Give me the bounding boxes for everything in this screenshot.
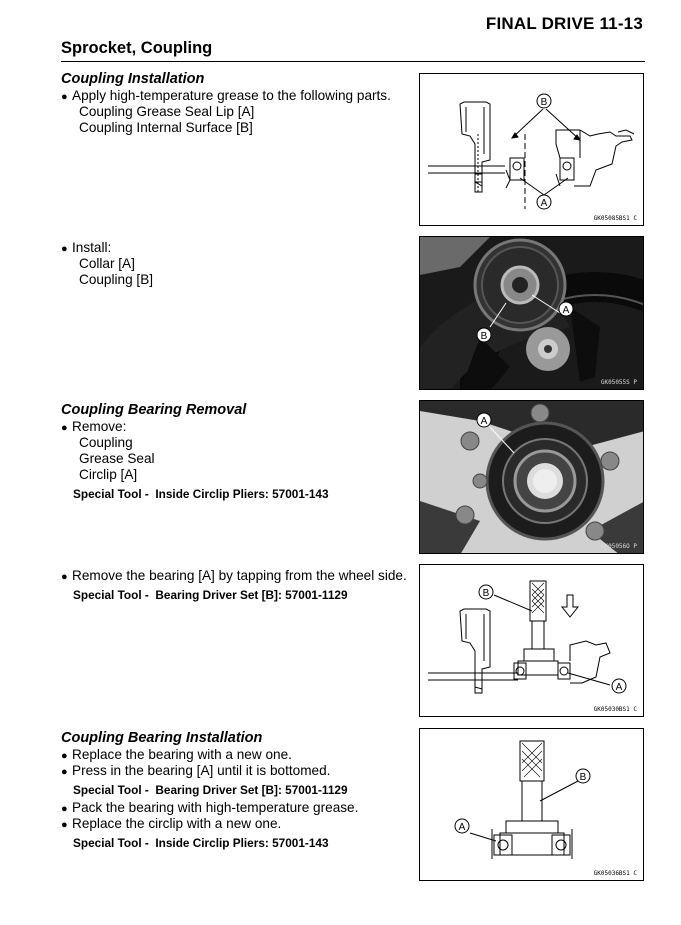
bullet-text: Remove the bearing [A] by tapping from the wheel side. — [72, 568, 407, 583]
special-tool-line — [73, 836, 329, 850]
figure-code: GK05030BS1 C — [593, 706, 637, 713]
bullet-apply-grease: ● Apply high-temperature grease to the following parts. — [61, 88, 391, 103]
callout-label: B — [480, 331, 488, 342]
special-tool-prefix: Special Tool - — [73, 487, 149, 501]
remove-item: Circlip [A] — [79, 467, 138, 482]
bullet-text: Replace the circlip with a new one. — [72, 816, 282, 831]
bearing-installation-heading: Coupling Bearing Installation — [61, 730, 263, 746]
bearing-driver-install-drawing — [420, 729, 644, 881]
special-tool-prefix: Special Tool - — [73, 836, 149, 850]
special-tool-name: Bearing Driver Set [B]: 57001-1129 — [155, 783, 348, 797]
bullet-pack-grease: ● Pack the bearing with high-temperature grease. — [61, 800, 359, 815]
figure-circlip-photo — [419, 400, 644, 554]
callout-label: A — [480, 416, 488, 427]
coupling-installation-heading: Coupling Installation — [61, 71, 205, 87]
figure-code: GK05055S P — [600, 379, 637, 386]
figure-code: GK05036BS1 C — [593, 870, 637, 877]
callout-label: B — [579, 772, 587, 783]
bullet-remove: ● Remove: — [61, 419, 127, 434]
bearing-circlip-photo — [420, 401, 644, 554]
coupling-photo — [420, 237, 644, 390]
remove-item: Coupling — [79, 435, 133, 450]
bullet-remove-bearing: ● Remove the bearing [A] by tapping from the wheel side. — [61, 568, 407, 583]
section-title: Sprocket, Coupling — [61, 39, 213, 57]
install-item: Coupling [B] — [79, 272, 154, 287]
coupling-cross-section-drawing — [420, 74, 644, 226]
special-tool-prefix: Special Tool - — [73, 783, 149, 797]
bullet-text: Replace the bearing with a new one. — [72, 747, 292, 762]
bullet-press-bearing: ● Press in the bearing [A] until it is bottomed. — [61, 763, 331, 778]
callout-label: A — [540, 198, 548, 209]
page-header: FINAL DRIVE 11-13 — [485, 14, 643, 33]
bearing-driver-removal-drawing — [420, 565, 644, 717]
bullet-text: Apply high-temperature grease to the following parts. — [72, 88, 391, 103]
bearing-removal-heading: Coupling Bearing Removal — [61, 402, 247, 418]
bullet-text: Pack the bearing with high-temperature grease. — [72, 800, 359, 815]
figure-code: GK05056O P — [600, 543, 637, 550]
bullet-install: ● Install: — [61, 240, 112, 255]
part-item: Coupling Internal Surface [B] — [79, 120, 253, 135]
figure-install-collar-coupling — [419, 236, 644, 390]
callout-label: B — [482, 588, 490, 599]
special-tool-line — [73, 783, 348, 797]
callout-label: A — [458, 822, 466, 833]
figure-bearing-removal-drawing — [419, 564, 644, 717]
bullet-replace-bearing: ● Replace the bearing with a new one. — [61, 747, 292, 762]
special-tool-name: Bearing Driver Set [B]: 57001-1129 — [155, 588, 348, 602]
callout-label: B — [540, 97, 548, 108]
install-item: Collar [A] — [79, 256, 135, 271]
header-rule — [61, 61, 645, 62]
callout-label: A — [615, 682, 623, 693]
special-tool-prefix: Special Tool - — [73, 588, 149, 602]
bullet-text: Install: — [72, 240, 112, 255]
bullet-text: Press in the bearing [A] until it is bottomed. — [72, 763, 331, 778]
special-tool-line — [73, 487, 329, 501]
callout-label: A — [562, 305, 570, 316]
special-tool-line — [73, 588, 348, 602]
part-item: Coupling Grease Seal Lip [A] — [79, 104, 255, 119]
figure-bearing-installation-drawing — [419, 728, 644, 881]
bullet-text: Remove: — [72, 419, 127, 434]
remove-item: Grease Seal — [79, 451, 155, 466]
bullet-replace-circlip: ● Replace the circlip with a new one. — [61, 816, 282, 831]
figure-coupling-grease-points — [419, 73, 644, 226]
special-tool-name: Inside Circlip Pliers: 57001-143 — [155, 487, 329, 501]
special-tool-name: Inside Circlip Pliers: 57001-143 — [155, 836, 329, 850]
figure-code: GK05085BS1 C — [593, 215, 637, 222]
